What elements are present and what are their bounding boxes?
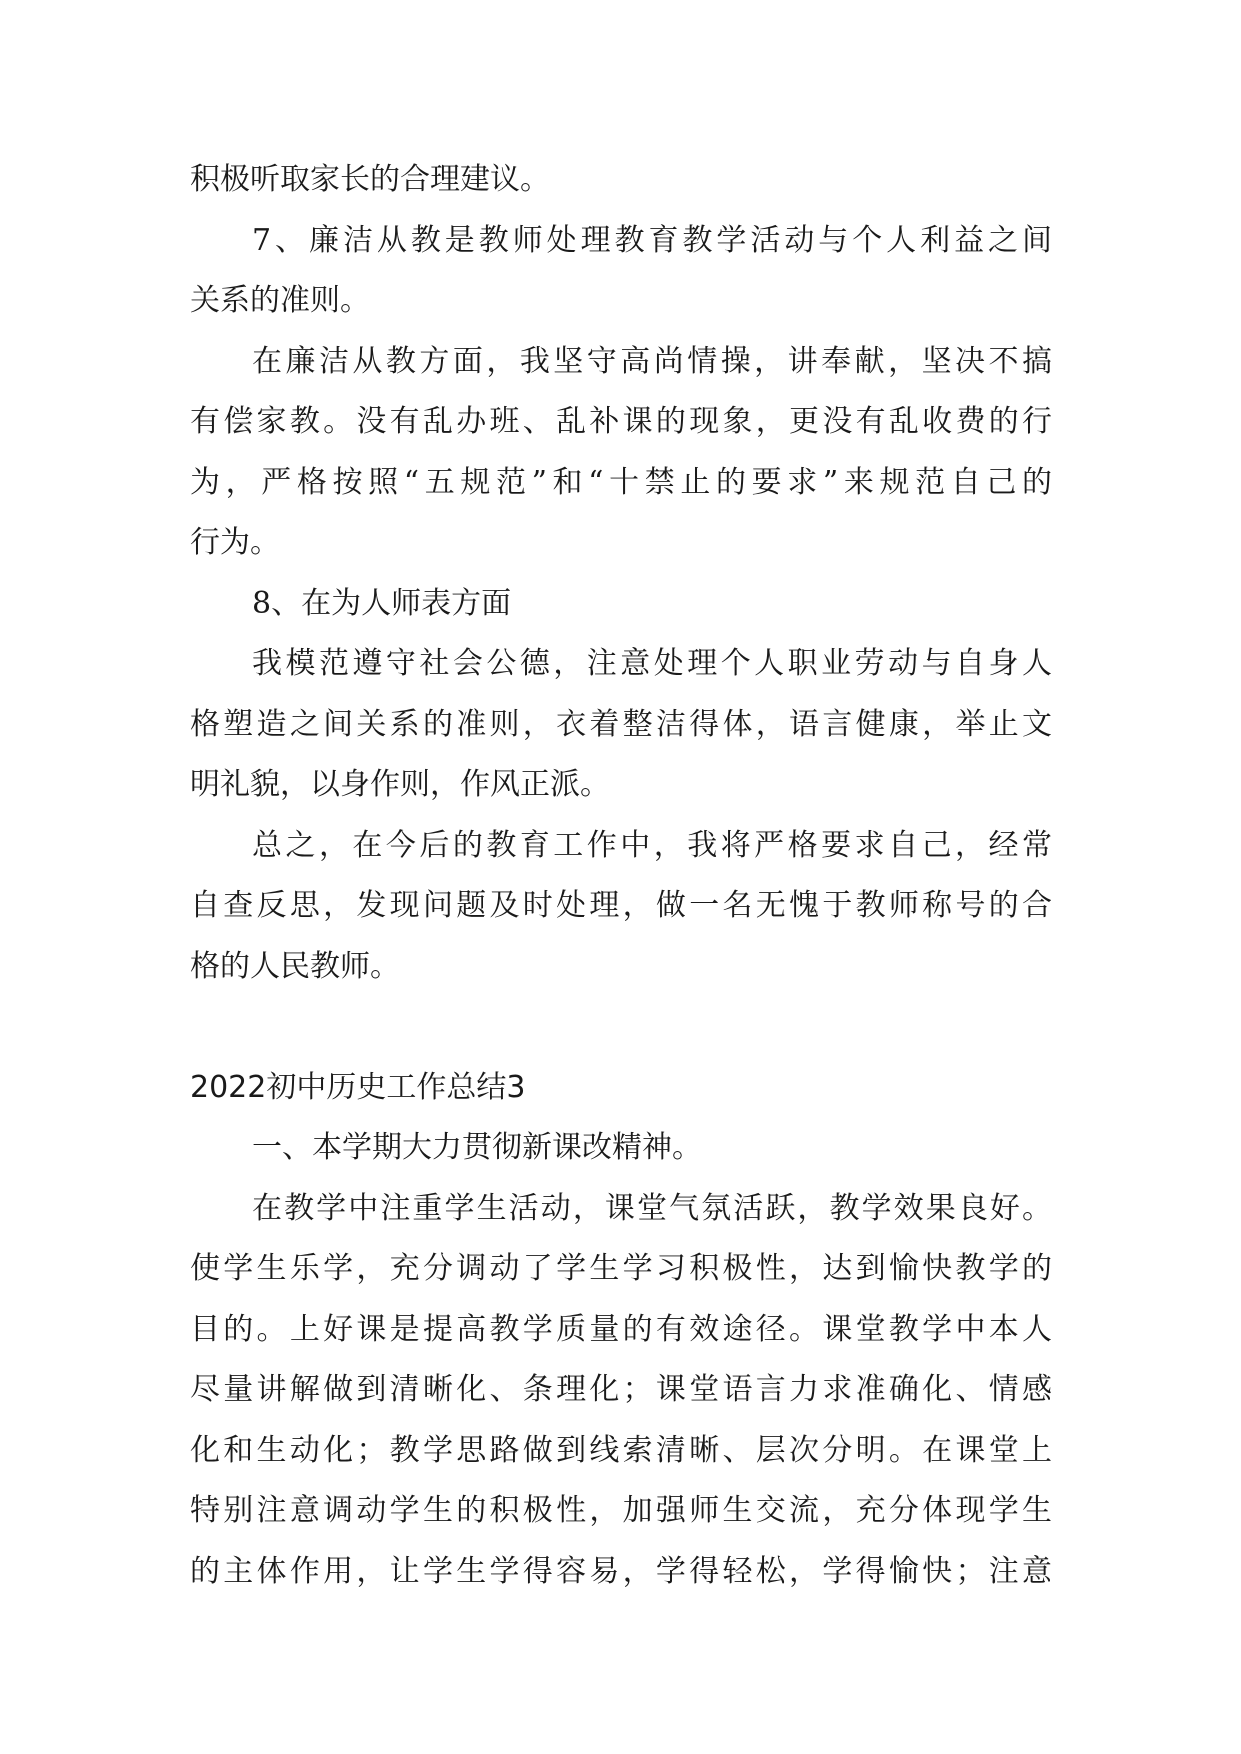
paragraph-line: 化和生动化；教学思路做到线索清晰、层次分明。在课堂上 (190, 1432, 1052, 1468)
paragraph-line: 在廉洁从教方面，我坚守高尚情操，讲奉献，坚决不搞 (252, 343, 1052, 379)
paragraph-line: 我模范遵守社会公德，注意处理个人职业劳动与自身人 (252, 646, 1052, 681)
section-spacer (190, 997, 1052, 1058)
paragraph-line: 关系的准则。 (190, 283, 370, 318)
paragraph-line: 自查反思，发现问题及时处理，做一名无愧于教师称号的合 (190, 888, 1052, 923)
paragraph-line: 一、本学期大力贯彻新课改精神。 (252, 1130, 702, 1165)
paragraph-line: 有偿家教。没有乱办班、乱补课的现象，更没有乱收费的行 (190, 404, 1052, 439)
paragraph-line: 明礼貌，以身作则，作风正派。 (190, 767, 610, 802)
paragraph-line: 7、廉洁从教是教师处理教育教学活动与个人利益之间 (252, 222, 1052, 258)
paragraph-line: 为，严格按照“五规范”和“十禁止的要求”来规范自己的 (190, 464, 1052, 500)
paragraph-line: 积极听取家长的合理建议。 (190, 162, 550, 197)
document-body (190, 150, 1052, 1602)
paragraph-line: 格的人民教师。 (190, 948, 400, 984)
paragraph-line: 8、在为人师表方面 (252, 585, 512, 621)
paragraph-line: 的主体作用，让学生学得容易，学得轻松，学得愉快；注意 (190, 1553, 1052, 1589)
section-heading: 2022初中历史工作总结3 (190, 1069, 526, 1105)
paragraph-line: 目的。上好课是提高教学质量的有效途径。课堂教学中本人 (190, 1311, 1052, 1347)
paragraph-line: 格塑造之间关系的准则，衣着整洁得体，语言健康，举止文 (190, 706, 1052, 742)
paragraph-line: 特别注意调动学生的积极性，加强师生交流，充分体现学生 (190, 1493, 1052, 1528)
paragraph-line: 总之，在今后的教育工作中，我将严格要求自己，经常 (252, 827, 1052, 863)
paragraph-line: 行为。 (190, 525, 280, 560)
paragraph-line: 尽量讲解做到清晰化、条理化；课堂语言力求准确化、情感 (190, 1372, 1052, 1407)
paragraph-line: 在教学中注重学生活动，课堂气氛活跃，教学效果良好。 (252, 1190, 1052, 1226)
paragraph-line: 使学生乐学，充分调动了学生学习积极性，达到愉快教学的 (190, 1251, 1052, 1286)
